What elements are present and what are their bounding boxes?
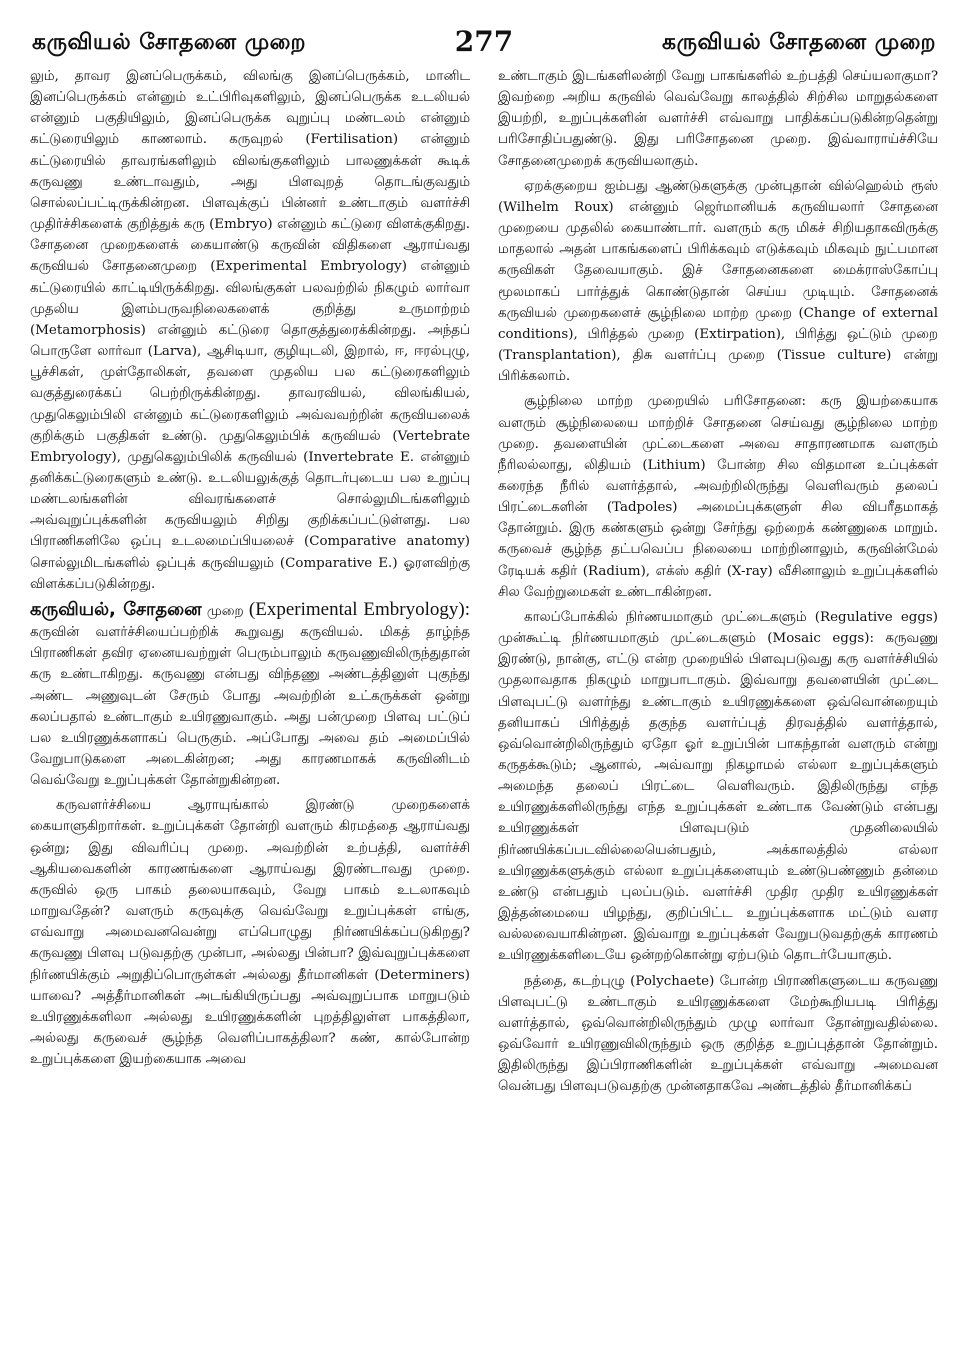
left-paragraph-3: கருவளர்ச்சியை ஆராயுங்கால் இரண்டு முறைகளைக் கையாளுகிறார்கள். உறுப்புக்கள் தோன்றி வளரும் கிரமத்தை ஆராய்வது ஒன்று; இது விவரிப்பு முறை. அவற்றின் உற்பத்தி, வளர்ச்சி ஆகியவைகளின் காரணங்களை ஆராய்வது இரண்டாவது முறை. கருவில் ஒரு பாகம் தலையாகவும், வேறு பாகம் உடலாகவும் மாறுவதேன்? வளரும் கருவுக்கு வெவ்வேறு உறுப்புக்கள் எங்கு, எவ்வாறு அமைவனவென்று எப்பொழுது நிர்ணயிக்கப்படுகிறது? கருவணு பிளவு படுவதற்கு முன்பா, அல்லது பின்பா? இவ்வுறுப்புக்களை நிர்ணயிக்கும் அறுதிப்பொருள்கள் அல்லது தீர்மானிகள் (Determiners) யாவை? அத்தீர்மானிகள் அடங்கியிருப்பது அவ்வுறுப்பாக மாறுபடும் உயிரணுக்களிலா அல்லது உயிரணுக்களின் புறத்திலுள்ள பாகத்திலா, அல்லது கருவைச் சூழ்ந்த வெளிப்பாகத்திலா? கண், கால்போன்ற உறுப்புக்களை இயற்கையாக அவை [30,798,470,1068]
right-paragraph-3: சூழ்நிலை மாற்ற முறையில் பரிசோதனை: கரு இயற்கையாக வளரும் சூழ்நிலையை மாற்றிச் சோதனை செய்வது சூழ்நிலை மாற்ற முறை. தவளையின் முட்டைகளை அவை சாதாரணமாக வளரும் நீரிலல்லாது, லிதியம் (Lithium) போன்ற சில விதமான உப்புக்கள் கரைந்த நீரில் வளர்த்தால், அவற்றிலிருந்து வெளிவரும் தலைப் பிரட்டைகளின் (Tadpoles) அமைப்புக்களுள் சில விபரீதமாகத் தோன்றும். இரு கண்களும் ஒன்று சேர்ந்து ஒற்றைக் கண்ணுகை மாறும். கருவைச் சூழ்ந்த தட்பவெப்ப நிலையை மாற்றினாலும், கருவின்மேல் ரேடியக் கதிர் (Radium), எக்ஸ் கதிர் (X-ray) வீசினாலும் உறுப்புக்களில் சில வேற்றுமைகள் உண்டாகின்றன. [498,394,938,600]
running-title-left: கருவியல் சோதனை முறை [32,30,306,55]
section-heading-paragraph [30,599,470,791]
left-column [30,66,470,1102]
section-title-word: முறை [206,603,244,619]
right-paragraph-1: உண்டாகும் இடங்களிலன்றி வேறு பாகங்களில் உற்பத்தி செய்யலாகுமா? இவற்றை அறிய கருவில் வெவ்வேறு காலத்தில் சிற்சில மாறுதல்களை இயற்றி, உறுப்புக்களின் வளர்ச்சி எவ்வாறு பாதிக்கப்படுகின்றதென்று பரிசோதிப்பதுண்டு. இது பரிசோதனை முறை. இவ்வாராய்ச்சியே சோதனைமுறைக் கருவியலாகும். [498,69,938,169]
running-title-right: கருவியல் சோதனை முறை [662,30,936,55]
right-column [498,66,938,1102]
left-paragraph-2: கருவின் வளர்ச்சியைப்பற்றிக் கூறுவது கருவியல். மிகத் தாழ்ந்த பிராணிகள் தவிர ஏனையவற்றுள் பெரும்பாலும் கருவணுவிலிருந்துதான் கரு உண்டாகிறது. கருவணு என்பது விந்தணு அண்டத்தினுள் புகுந்து அண்ட அணுவுடன் சேரும் போது அவற்றின் உட்கருக்கள் ஒன்று கலப்பதால் உண்டாகும் உயிரணுவாகும். அது பன்முறை பிளவு பட்டுப் பல உயிரணுக்களாகப் பெருகும். அப்போது அவை தம் அமைப்பில் வேறுபாடுகளை அடைகின்றன; அது காரணமாகக் கருவினிடம் வெவ்வேறு உறுப்புக்கள் தோன்றுகின்றன. [30,625,470,789]
right-paragraph-2: ஏறக்குறைய ஐம்பது ஆண்டுகளுக்கு முன்புதான் வில்ஹெல்ம் ரூஸ் (Wilhelm Roux) என்னும் ஜெர்மானியக் கருவியலார் சோதனை முறையை முதலில் கையாண்டார். வளரும் கரு மிகச் சிறியதாகவிருக்கு மாதலால் அதன் பாகங்களைப் பிரிக்கவும் எடுக்கவும் மிகவும் நுட்பமான கருவிகள் தேவையாகும். இச் சோதனைகளை மைக்ராஸ்கோப்பு மூலமாகப் பார்த்துக் கொண்டுதான் செய்ய முடியும். சோதனைக் கருவியல் முறைகளைச் சூழ்நிலை மாற்ற முறை (Change of external conditions), பிரித்தல் முறை (Extirpation), பிரித்து ஒட்டும் முறை (Transplantation), திசு வளர்ப்பு முறை (Tissue culture) என்று பிரிக்கலாம். [498,178,938,385]
page-header [30,14,938,58]
section-title-english: (Experimental Embryology): [248,598,470,620]
right-paragraph-4: காலப்போக்கில் நிர்ணயமாகும் முட்டைகளும் (Regulative eggs) முன்கூட்டி நிர்ணயமாகும் முட்டைகளும் (Mosaic eggs): கருவணு இரண்டு, நான்கு, எட்டு என்ற முறையில் பிளவுபடுவது கரு வளர்ச்சியில் முதலாவதாக நிகழும் மாறுபாடாகும். இவ்வாறு தவளையின் முட்டை பிளவுபட்டு வளர்ந்து உண்டாகும் உயிரணுக்களை ஒவ்வொன்றையும் தனியாகப் பிரித்துத் தகுந்த வளர்ப்புத் திரவத்தில் வளர்த்தால், ஒவ்வொன்றிலிருந்தும் ஏதோ ஓர் உறுப்பின் பாகந்தான் வளரும் என்று கருதக்கூடும்; ஆனால், அவ்வாறு நிகழாமல் எல்லா உறுப்புக்களும் அமைந்த தலைப் பிரட்டை வெளிவரும். இதிலிருந்து எந்த உயிரணுக்களிலிருந்து எந்த உறுப்புக்கள் உண்டாக வேண்டும் என்பது உயிரணுக்கள் பிளவுபடும் முதனிலையில் நிர்ணயிக்கப்படவில்லையென்பதும், அக்காலத்தில் எல்லா உயிரணுக்களுக்கும் எல்லா உறுப்புக்களையும் உண்டுபண்ணும் தன்மை உண்டு என்பதும் புலப்படும். வளர்ச்சி முதிர முதிர உயிரணுக்கள் இத்தன்மையை யிழந்து, குறிப்பிட்ட உறுப்புக்களாக மட்டும் வளர வல்லவையாகின்றன. இவ்வாறு உறுப்புக்கள் வேறுபடுவதற்குக் காரணம் உயிரணுக்களிடையே ஒன்றற்கொன்று ஏற்படும் தொடர்பேயாகும். [498,609,938,964]
left-paragraph-1: லும், தாவர இனப்பெருக்கம், விலங்கு இனப்பெருக்கம், மானிட இனப்பெருக்கம் என்னும் உட்பிரிவுகளிலும், இனப்பெருக்க உடலியல் என்னும் பகுதியிலும், இனப்பெருக்க வுறுப்பு மண்டலம் என்னும் கட்டுரையிலும் காணலாம். கருவுறல் (Fertilisation) என்னும் கட்டுரையில் தாவரங்களிலும் விலங்குகளிலும் பாலணுக்கள் கூடிக் கருவணு உண்டாவதும், அது பிளவுறத் தொடங்குவதும் சொல்லப்பட்டிருக்கின்றன. பிளவுக்குப் பின்னர் உண்டாகும் வளர்ச்சி முதிர்ச்சிகளைக் குறித்துக் கரு (Embryo) என்னும் கட்டுரை விளக்குகிறது. சோதனை முறைகளைக் கையாண்டு கருவின் விதிகளை ஆராய்வது கருவியல் சோதனைமுறை (Experimental Embryology) என்னும் கட்டுரையில் காட்டியிருக்கிறது. விலங்குகள் பலவற்றில் நிகழும் லார்வா முதலிய இளம்பருவநிலைகளைக் குறித்து உருமாற்றம் (Metamorphosis) என்னும் கட்டுரை தொகுத்துரைக்கின்றது. அந்தப் பொருளே லார்வா (Larva), ஆசிடியா, குழியுடலி, இறால், ஈ, ஈரல்புழு, பூச்சிகள், முள்தோலிகள், தவளை முதலிய பல கட்டுரைகளிலும் வகுத்துரைக்கப் பெற்றிருக்கின்றது. தாவரவியல், விலங்கியல், முதுகெலும்பிலி என்னும் கட்டுரைகளிலும் அவ்வவற்றின் கருவியலைக் குறிக்கும் பகுதிகள் உண்டு. முதுகெலும்பிக் கருவியல் (Vertebrate Embryology), முதுகெலும்பிலிக் கருவியல் (Invertebrate E. என்னும் தனிக்கட்டுரைகளும் உண்டு. உடலியலுக்குத் தொடர்புடைய பல உறுப்பு மண்டலங்களின் விவரங்களைச் சொல்லுமிடங்களிலும் அவ்வுறுப்புக்களின் கருவியலும் சிறிது குறிக்கப்பட்டுள்ளது. பல பிராணிகளிலே ஒப்பு உடலமைப்பியலைச் (Comparative anatomy) சொல்லுமிடங்களில் ஒப்புக் கருவியலும் (Comparative E.) ஓரளவிற்கு விளக்கப்படுகின்றது. [30,69,470,592]
section-title: கருவியல், சோதனை [30,598,202,620]
right-paragraph-5: நத்தை, கடற்புழு (Polychaete) போன்ற பிராணிகளுடைய கருவணு பிளவுபட்டு உண்டாகும் உயிரணுக்களை மேற்கூறியபடி பிரித்து வளர்த்தால், ஒவ்வொன்றிலிருந்தும் முழு லார்வா தோன்றுவதில்லை. ஒவ்வோர் உயிரணுவிலிருந்தும் ஒரு குறித்த உறுப்புத்தான் தோன்றும். இதிலிருந்து இப்பிராணிகளின் உறுப்புக்கள் எவ்வாறு அமைவன வென்பது பிளவுபடுவதற்கு முன்னதாகவே அண்டத்தில் தீர்மானிக்கப் [498,973,938,1095]
page-number: 277 [454,25,514,58]
text-columns [30,66,938,1102]
